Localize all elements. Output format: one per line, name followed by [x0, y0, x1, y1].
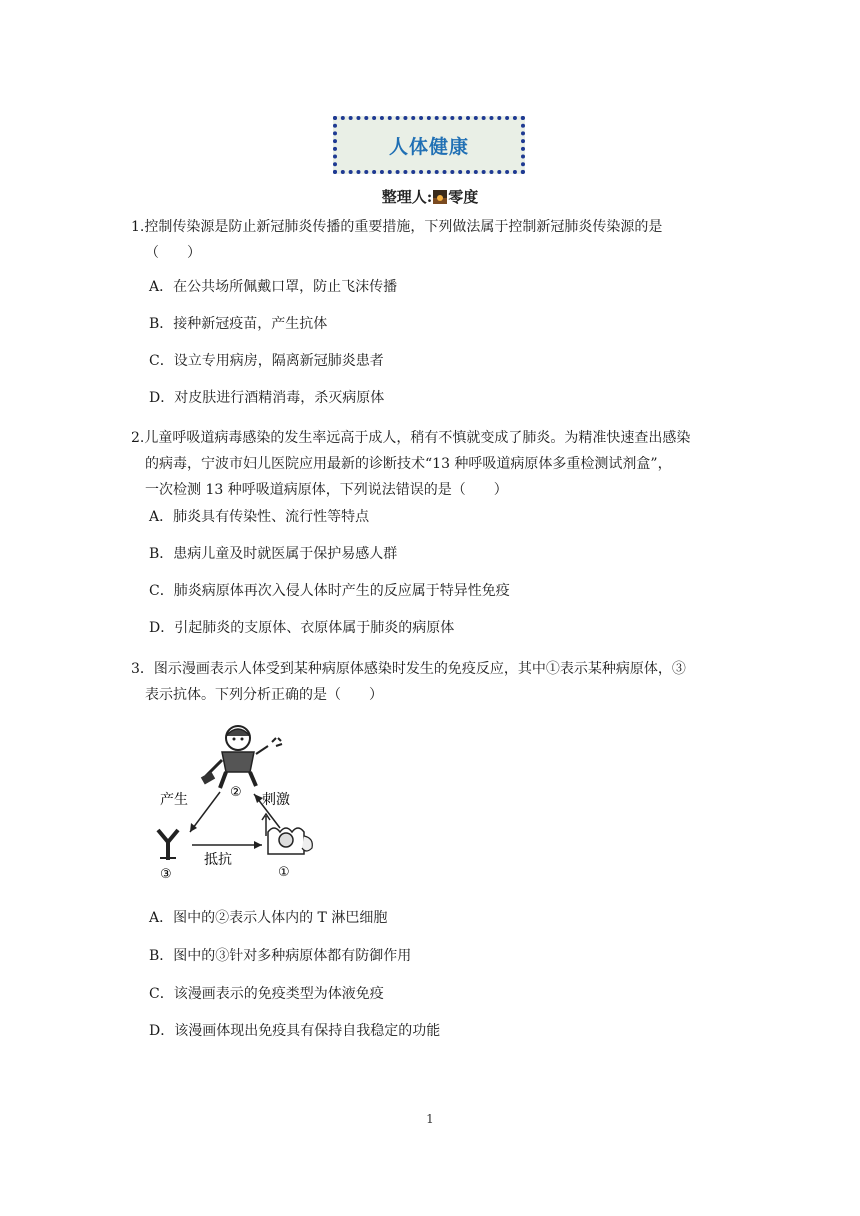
label-stimulate: 刺激	[262, 792, 290, 808]
question-3	[131, 656, 733, 708]
question-stem-cont: 的病毒，宁波市妇儿医院应用最新的诊断技术“13 种呼吸道病原体多重检测试剂盒”，	[145, 456, 672, 472]
option-1a: A．在公共场所佩戴口罩，防止飞沫传播	[149, 279, 398, 295]
mark-2: ②	[230, 785, 242, 800]
question-number: 1.	[131, 219, 145, 235]
author-line	[0, 186, 860, 207]
question-stem: 控制传染源是防止新冠肺炎传播的重要措施，下列做法属于控制新冠肺炎传染源的是	[144, 219, 663, 235]
option-3d: D．该漫画体现出免疫具有保持自我稳定的功能	[149, 1023, 441, 1039]
question-1	[131, 214, 733, 266]
page-title: 人体健康	[388, 135, 469, 158]
immune-cartoon	[150, 720, 335, 885]
option-2d: D．引起肺炎的支原体、衣原体属于肺炎的病原体	[149, 620, 455, 636]
author-prefix: 整理人:	[381, 188, 433, 206]
pathogen-figure	[262, 814, 312, 854]
question-number: 3．	[131, 661, 154, 677]
option-1b: B．接种新冠疫苗，产生抗体	[149, 316, 328, 332]
option-2c: C．肺炎病原体再次入侵人体时产生的反应属于特异性免疫	[149, 583, 510, 599]
immune-cell-figure	[201, 726, 282, 788]
option-2a: A．肺炎具有传染性、流行性等特点	[149, 509, 370, 525]
question-stem-cont: 表示抗体。下列分析正确的是（ ）	[145, 687, 383, 703]
question-stem: 图示漫画表示人体受到某种病原体感染时发生的免疫反应，其中①表示某种病原体，③	[153, 661, 686, 677]
option-3c: C．该漫画表示的免疫类型为体液免疫	[149, 986, 384, 1002]
option-3a: A．图中的②表示人体内的 T 淋巴细胞	[149, 910, 388, 926]
question-stem: 儿童呼吸道病毒感染的发生率远高于成人，稍有不慎就变成了肺炎。为精准快速查出感染	[144, 430, 691, 446]
option-3b: B．图中的③针对多种病原体都有防御作用	[149, 948, 412, 964]
page-number: 1	[426, 1112, 434, 1126]
label-resist: 抵抗	[204, 852, 232, 868]
mark-3: ③	[160, 867, 172, 882]
question-stem-cont: 一次检测 13 种呼吸道病原体，下列说法错误的是（ ）	[145, 482, 508, 498]
option-2b: B．患病儿童及时就医属于保护易感人群	[149, 546, 398, 562]
author-name: 零度	[448, 188, 479, 206]
sunset-icon	[433, 190, 447, 204]
question-number: 2.	[131, 430, 145, 446]
option-1c: C．设立专用病房，隔离新冠肺炎患者	[149, 353, 384, 369]
label-produce: 产生	[160, 792, 188, 808]
antibody-figure	[158, 830, 178, 860]
question-2	[131, 425, 733, 503]
question-stem-cont: （ ）	[145, 245, 201, 261]
option-1d: D．对皮肤进行酒精消毒，杀灭病原体	[149, 390, 385, 406]
mark-1: ①	[278, 865, 290, 880]
title-box	[333, 116, 525, 174]
